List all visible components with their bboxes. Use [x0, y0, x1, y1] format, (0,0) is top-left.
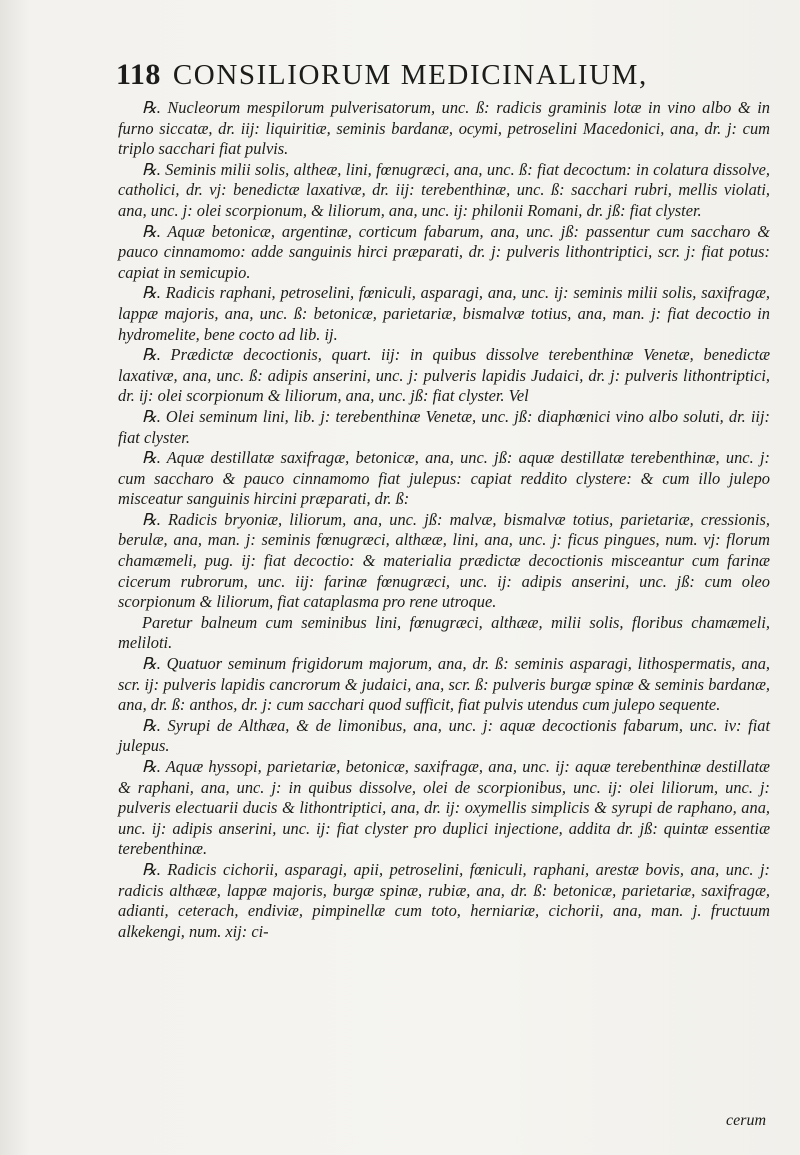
instruction-paragraph-balneum: Paretur balneum cum seminibus lini, fœnugræci, althææ, milii solis, floribus chamæmeli, meliloti. — [118, 612, 770, 653]
prescription-paragraph-2: ℞. Seminis milii solis, altheæ, lini, fœnugræci, ana, unc. ß: fiat decoctum: in colatura dissolve, catholici, dr. vj: benedictæ laxativæ, dr. iij: terebenthinæ, unc. ß: sacchari rubri, mellis violati, ana, unc. j: olei scorpionum, & liliorum, ana, unc. ij: philonii Romani, dr. jß: fiat clyster. — [118, 159, 770, 220]
prescription-paragraph-3: ℞. Aquæ betonicæ, argentinæ, corticum fabarum, ana, unc. jß: passentur cum saccharo & pauco cinnamomo: adde sanguinis hirci præparati, dr. j: pulveris lithontriptici, scr. j: fiat potus: capiat in semicupio. — [118, 221, 770, 282]
prescription-paragraph-8: ℞. Radicis bryoniæ, liliorum, ana, unc. jß: malvæ, bismalvæ totius, parietariæ, cressionis, berulæ, ana, man. j: seminis fœnugræci, althææ, lini, ana, unc. j: ficus pingues, num. vj: florum chamæmeli, pug. ij: fiat decoctio: & materialia prædictæ decoctionis misceantur cum farinæ cicerum rubrorum, unc. iij: farinæ fœnugræci, unc. ij: adipis anserini, unc. jß: cum oleo scorpionum & liliorum, fiat cataplasma pro rene utroque. — [118, 509, 770, 612]
prescription-paragraph-7: ℞. Aquæ destillatæ saxifragæ, betonicæ, ana, unc. jß: aquæ destillatæ terebenthinæ, unc. j: cum saccharo & pauco cinnamomo fiat julepus: capiat reddito clystere: & cum illo julepo misceatur sanguinis hircini præparati, dr. ß: — [118, 448, 770, 509]
prescription-paragraph-9: ℞. Quatuor seminum frigidorum majorum, ana, dr. ß: seminis asparagi, lithospermatis, ana, scr. ij: pulveris lapidis cancrorum & judaici, ana, scr. ß: pulveris burgæ spinæ & seminis bardanæ, ana, dr. ß: anthos, dr. j: cum sacchari quod sufficit, fiat pulvis utendus cum julepo sequente. — [118, 654, 770, 715]
prescription-paragraph-12: ℞. Radicis cichorii, asparagi, apii, petroselini, fœniculi, raphani, arestæ bovis, ana, unc. j: radicis althææ, lappæ majoris, burgæ spinæ, rubiæ, ana, dr. ß: betonicæ, parietariæ, saxifragæ, adianti, ceterach, endiviæ, pimpinellæ cum toto, herniariæ, cichorii, ana, man. j. fructuum alkekengi, num. xij: ci- — [118, 859, 770, 941]
catchword: cerum — [726, 1112, 766, 1129]
prescription-paragraph-10: ℞. Syrupi de Althæa, & de limonibus, ana, unc. j: aquæ decoctionis fabarum, unc. iv: fiat julepus. — [118, 715, 770, 756]
prescription-paragraph-1: ℞. Nucleorum mespilorum pulverisatorum, unc. ß: radicis graminis lotæ in vino albo & in furno siccatæ, dr. iij: liquiritiæ, seminis bardanæ, ocymi, petroselini Macedonici, ana, dr. j: cum triplo sacchari fiat pulvis. — [118, 98, 770, 159]
body-text — [118, 98, 770, 942]
prescription-paragraph-11: ℞. Aquæ hyssopi, parietariæ, betonicæ, saxifragæ, ana, unc. ij: aquæ terebenthinæ destillatæ & raphani, ana, unc. j: in quibus dissolve, olei de scorpionibus, unc. ij: olei liliorum, unc. j: pulveris electuarii ducis & lithontriptici, ana, dr. ij: oxymellis simplicis & syrupi de raphano, ana, unc. ij: adipis anserini, unc. ij: fiat clyster pro duplici injectione, addita dr. jß: quintæ essentiæ terebenthinæ. — [118, 757, 770, 859]
page-header — [116, 58, 776, 92]
prescription-paragraph-5: ℞. Prædictæ decoctionis, quart. iij: in quibus dissolve terebenthinæ Venetæ, benedictæ laxativæ, ana, unc. ß: adipis anserini, unc. j: pulveris lapidis Judaici, dr. j: pulveris lithontriptici, dr. ij: olei scorpionum & liliorum, ana, unc. jß: fiat clyster. Vel — [118, 345, 770, 406]
running-title: CONSILIORUM MEDICINALIUM, — [172, 59, 648, 91]
prescription-paragraph-4: ℞. Radicis raphani, petroselini, fœniculi, asparagi, ana, unc. ij: seminis milii solis, saxifragæ, lappæ majoris, ana, unc. ß: betonicæ, parietariæ, bismalvæ totius, ana, man. j: fiat decoctio in hydromelite, bene cocto ad lib. ij. — [118, 283, 770, 344]
prescription-paragraph-6: ℞. Olei seminum lini, lib. j: terebenthinæ Venetæ, unc. jß: diaphœnici vino albo soluti, dr. iij: fiat clyster. — [118, 406, 770, 447]
page-number: 118 — [116, 58, 161, 91]
